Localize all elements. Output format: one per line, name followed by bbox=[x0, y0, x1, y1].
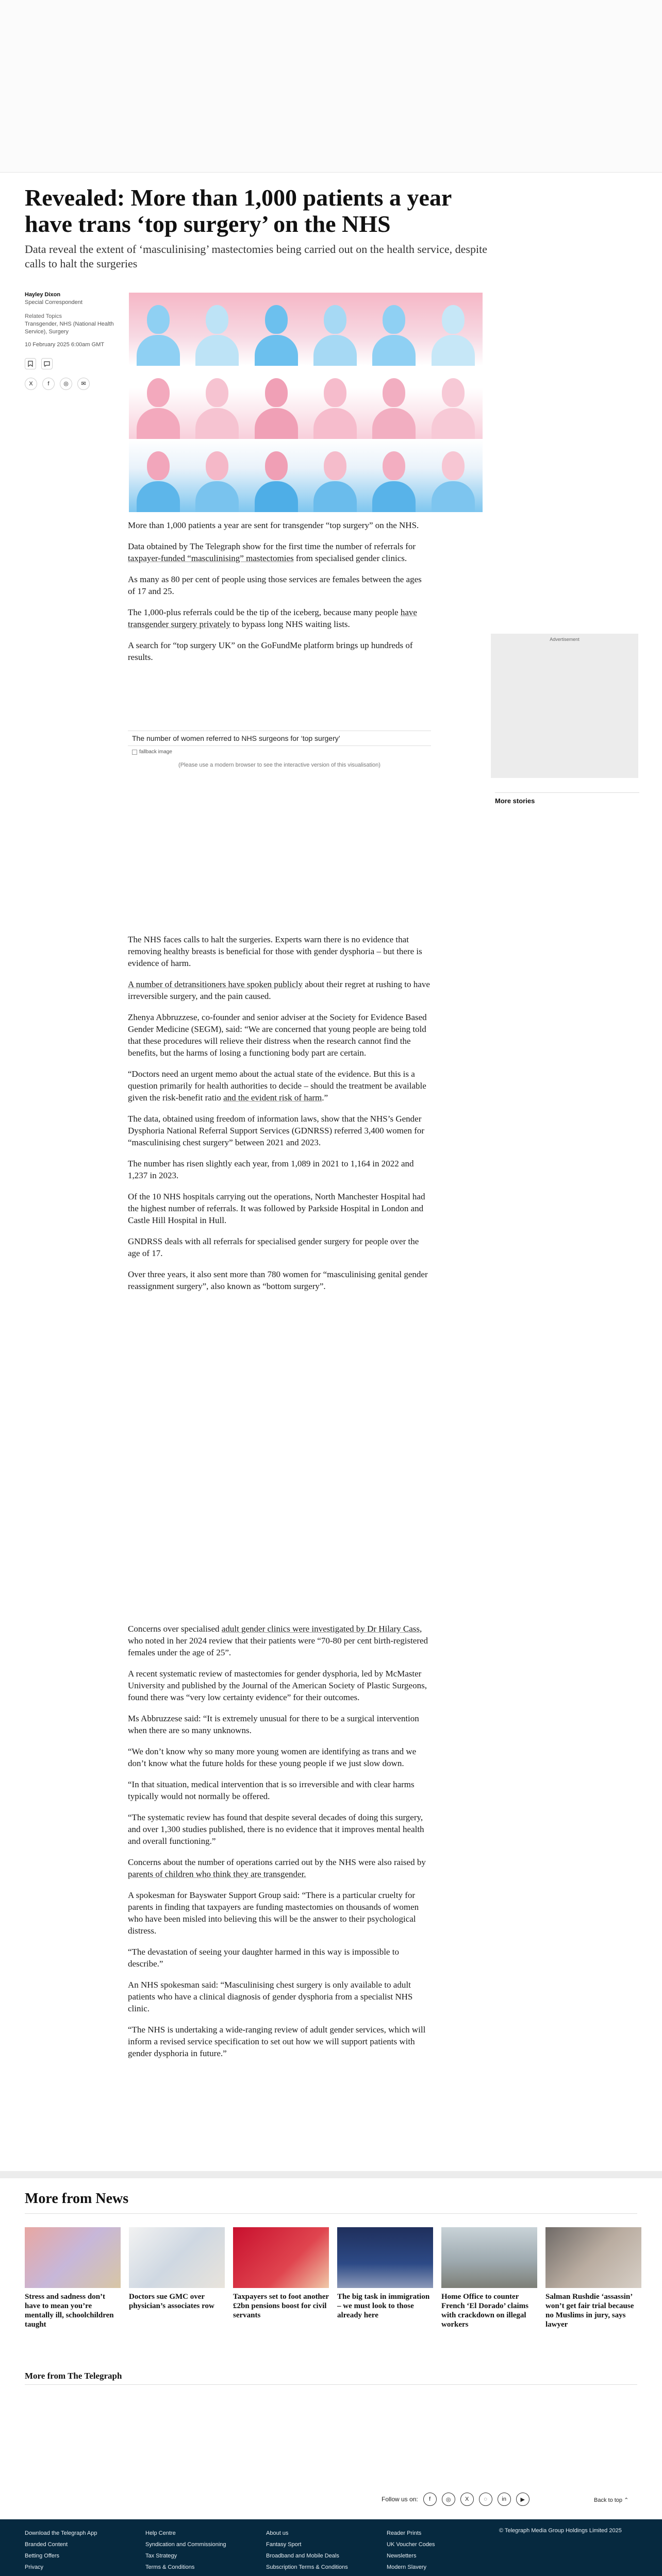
inline-link[interactable]: have transgender surgery privately bbox=[128, 607, 417, 629]
paragraph: The 1,000-plus referrals could be the tip of the iceberg, because many people have transgender surgery privately to bypass long NHS waiting lists. bbox=[128, 607, 417, 629]
section-divider bbox=[0, 2171, 662, 2178]
footer-column bbox=[266, 2528, 350, 2576]
share-x-icon[interactable]: X bbox=[25, 378, 37, 390]
snapchat-icon[interactable]: ◌ bbox=[479, 2493, 492, 2506]
footer-column bbox=[387, 2528, 435, 2573]
paragraph: The NHS faces calls to halt the surgeries. Experts warn there is no evidence that removing healthy breasts is beneficial for those with gender dysphoria – but there is evidence of harm. bbox=[128, 935, 422, 968]
news-card[interactable] bbox=[25, 2227, 121, 2329]
sidebar-advertisement[interactable] bbox=[491, 634, 638, 778]
card-image bbox=[129, 2227, 225, 2288]
publish-date: 10 February 2025 6:00am GMT bbox=[25, 342, 105, 348]
copyright-notice: © Telegraph Media Group Holdings Limited 2025 bbox=[499, 2528, 622, 2534]
paragraph: More than 1,000 patients a year are sent for transgender “top surgery” on the NHS. bbox=[128, 520, 419, 530]
paragraph: Concerns over specialised adult gender clinics were investigated by Dr Hilary Cass, who noted in her 2024 review that their patients were “70-80 per cent birth-registered females under the age of 25”. bbox=[128, 1624, 428, 1657]
footer-link[interactable]: Reader Prints bbox=[387, 2530, 422, 2536]
card-image bbox=[25, 2227, 121, 2288]
paragraph: Zhenya Abbruzzese, co-founder and senior adviser at the Society for Evidence Based Gender Medicine (SEGM), said: “We are concerned that young people are being told that these procedures will relieve their distress when the research cannot find the benefits, but the harms of losing a functioning body part are certain. bbox=[128, 1012, 427, 1058]
facebook-icon[interactable]: f bbox=[423, 2493, 437, 2506]
footer-link[interactable]: About us bbox=[266, 2530, 289, 2536]
data-visualisation-embed bbox=[128, 731, 431, 768]
footer-link[interactable]: Broadband and Mobile Deals bbox=[266, 2553, 339, 2559]
card-title[interactable]: Salman Rushdie ‘assassin’ won’t get fair trial because no Muslims in jury, says lawyer bbox=[545, 2293, 634, 2329]
related-topics-links[interactable]: Transgender, NHS (National Health Service), Surgery bbox=[25, 321, 114, 335]
embed-fallback-image: fallback image bbox=[128, 746, 431, 758]
footer-link[interactable] bbox=[266, 2573, 350, 2576]
news-card[interactable] bbox=[441, 2227, 537, 2329]
inline-link[interactable]: adult gender clinics were investigated by Dr Hilary Cass bbox=[221, 1624, 420, 1634]
paragraph: “The devastation of seeing your daughter harmed in this way is impossible to describe.” bbox=[128, 1947, 399, 1969]
news-card[interactable] bbox=[545, 2227, 641, 2329]
follow-us-label: Follow us on: bbox=[382, 2496, 418, 2503]
more-news-cards bbox=[25, 2227, 637, 2329]
comment-icon[interactable] bbox=[41, 358, 53, 369]
related-topics-label: Related Topics bbox=[25, 313, 62, 319]
card-image bbox=[233, 2227, 329, 2288]
broken-image-icon bbox=[132, 750, 137, 755]
paragraph: Concerns about the number of operations carried out by the NHS were also raised by parents of children who think they are transgender. bbox=[128, 1857, 426, 1879]
paragraph: “The NHS is undertaking a wide-ranging review of adult gender services, which will inform a revised service specification to set out how we will support patients with gender dysphoria in future.” bbox=[128, 2025, 426, 2058]
instagram-icon[interactable]: ◎ bbox=[442, 2493, 455, 2506]
inline-link[interactable]: A number of detransitioners have spoken publicly bbox=[128, 979, 303, 989]
footer-link[interactable]: Download the Telegraph App bbox=[25, 2530, 97, 2536]
youtube-icon[interactable]: ▶ bbox=[516, 2493, 529, 2506]
paragraph: Of the 10 NHS hospitals carrying out the operations, North Manchester Hospital had the highest number of referrals. It was followed by Parkside Hospital in London and Castle Hill Hospital in Hull. bbox=[128, 1192, 425, 1225]
more-from-telegraph-heading: More from The Telegraph bbox=[25, 2371, 122, 2381]
paragraph: GNDRSS deals with all referrals for specialised gender surgery for people over the age of 17. bbox=[128, 1236, 419, 1258]
share-email-icon[interactable]: ✉ bbox=[77, 378, 90, 390]
card-title[interactable]: Doctors sue GMC over physician’s associates row bbox=[129, 2293, 214, 2310]
bookmark-icon[interactable] bbox=[25, 358, 36, 369]
paragraph: Data obtained by The Telegraph show for the first time the number of referrals for taxpayer-funded “masculinising” mastectomies from specialised gender clinics. bbox=[128, 541, 416, 563]
linkedin-icon[interactable]: in bbox=[498, 2493, 511, 2506]
card-image bbox=[441, 2227, 537, 2288]
paragraph: The number has risen slightly each year, from 1,089 in 2021 to 1,164 in 2022 and 1,237 in 2023. bbox=[128, 1159, 414, 1180]
follow-us-bar bbox=[382, 2493, 529, 2506]
divider bbox=[25, 2384, 637, 2385]
footer-column bbox=[145, 2528, 226, 2576]
card-image bbox=[545, 2227, 641, 2288]
embed-browser-note: (Please use a modern browser to see the interactive version of this visualisation) bbox=[178, 762, 380, 768]
inline-link[interactable]: taxpayer-funded “masculinising” mastectomies bbox=[128, 553, 294, 563]
card-title[interactable]: Taxpayers set to foot another £2bn pensions boost for civil servants bbox=[233, 2293, 329, 2319]
footer-link[interactable]: Tax Strategy bbox=[145, 2553, 177, 2559]
footer-link[interactable]: Syndication and Commissioning bbox=[145, 2541, 226, 2548]
share-facebook-icon[interactable]: f bbox=[42, 378, 55, 390]
paragraph: “The systematic review has found that despite several decades of doing this surgery, and over 1,300 studies published, there is no evidence that it improves mental health and overall functioning.” bbox=[128, 1812, 424, 1846]
inline-link[interactable]: parents of children who think they are transgender. bbox=[128, 1869, 306, 1879]
back-to-top-link[interactable]: Back to top ⌃ bbox=[594, 2497, 629, 2503]
footer-link[interactable]: UK Voucher Codes bbox=[387, 2541, 435, 2548]
footer-link[interactable]: Modern Slavery bbox=[387, 2564, 427, 2570]
paragraph: “In that situation, medical intervention that is so irreversible and with clear harms typically would not normally be offered. bbox=[128, 1780, 415, 1801]
footer-link[interactable]: Subscription Terms & Conditions bbox=[266, 2564, 348, 2570]
top-advertisement-banner bbox=[0, 0, 662, 173]
article-body-part-3 bbox=[128, 1623, 431, 2069]
more-stories-heading: More stories bbox=[495, 792, 639, 805]
footer-column bbox=[25, 2528, 97, 2576]
paragraph: A search for “top surgery UK” on the GoFundMe platform brings up hundreds of results. bbox=[128, 640, 413, 662]
card-title[interactable]: The big task in immigration – we must look to those already here bbox=[337, 2293, 430, 2319]
news-card[interactable] bbox=[233, 2227, 329, 2329]
footer-link[interactable]: Help Centre bbox=[145, 2530, 176, 2536]
footer-link[interactable] bbox=[25, 2573, 97, 2576]
more-from-news-heading: More from News bbox=[25, 2191, 129, 2207]
paragraph: A recent systematic review of mastectomies for gender dysphoria, led by McMaster University and published by the Journal of the American Society of Plastic Surgeons, found there was “very low certainty evidence” for their outcomes. bbox=[128, 1669, 427, 1702]
footer-link[interactable] bbox=[145, 2573, 226, 2576]
paragraph: A spokesman for Bayswater Support Group said: “There is a particular cruelty for parents in finding that taxpayers are funding mastectomies on thousands of women who have been misled into believing this will be the answer to their psychological distress. bbox=[128, 1890, 419, 1936]
footer-link[interactable]: Fantasy Sport bbox=[266, 2541, 302, 2548]
card-title[interactable]: Home Office to counter French ‘El Dorado’ claims with crackdown on illegal workers bbox=[441, 2293, 529, 2329]
paragraph: “Doctors need an urgent memo about the actual state of the evidence. But this is a question primarily for health authorities to decide – should the treatment be available given the risk-benefit ratio and the evident risk of harm.” bbox=[128, 1069, 426, 1103]
byline bbox=[25, 291, 128, 390]
card-title[interactable]: Stress and sadness don’t have to mean you’re mentally ill, schoolchildren taught bbox=[25, 2293, 114, 2329]
article-headline: Revealed: More than 1,000 patients a year have trans ‘top surgery’ on the NHS bbox=[25, 184, 452, 237]
footer-link[interactable]: Privacy bbox=[25, 2564, 44, 2570]
card-image bbox=[337, 2227, 433, 2288]
x-icon[interactable]: X bbox=[460, 2493, 474, 2506]
paragraph: Ms Abbruzzese said: “It is extremely unusual for there to be a surgical intervention when there are so many unknowns. bbox=[128, 1714, 419, 1735]
footer-link[interactable]: Terms & Conditions bbox=[145, 2564, 195, 2570]
chevron-up-icon: ⌃ bbox=[624, 2497, 629, 2503]
paragraph: “We don’t know why so many more young women are identifying as trans and we don’t know what the future holds for these young people if we just slow down. bbox=[128, 1747, 417, 1768]
article-body-part-1 bbox=[128, 519, 431, 672]
divider bbox=[25, 2213, 637, 2214]
news-card[interactable] bbox=[337, 2227, 433, 2329]
news-card[interactable] bbox=[129, 2227, 225, 2329]
author-role: Special Correspondent bbox=[25, 299, 82, 306]
advertisement-label: Advertisement bbox=[550, 637, 580, 642]
paragraph: A number of detransitioners have spoken publicly about their regret at rushing to have irreversible surgery, and the pain caused. bbox=[128, 979, 430, 1001]
hero-illustration bbox=[129, 293, 483, 512]
article-standfirst: Data reveal the extent of ‘masculinising’ mastectomies being carried out on the health service, despite calls to halt the surgeries bbox=[25, 243, 487, 270]
paragraph: An NHS spokesman said: “Masculinising chest surgery is only available to adult patients who have a clinical diagnosis of gender dysphoria from a specialist NHS clinic. bbox=[128, 1980, 413, 2013]
footer-link[interactable]: Newsletters bbox=[387, 2553, 417, 2559]
footer-link[interactable]: Branded Content bbox=[25, 2541, 68, 2548]
inline-link[interactable]: and the evident risk of harm bbox=[223, 1093, 322, 1103]
site-footer bbox=[0, 2519, 662, 2576]
author-name[interactable]: Hayley Dixon bbox=[25, 292, 61, 298]
share-whatsapp-icon[interactable]: ◎ bbox=[60, 378, 72, 390]
paragraph: The data, obtained using freedom of information laws, show that the NHS’s Gender Dysphoria National Referral Support Services (GDNRSS) referred 3,400 women for “masculinising chest surgery” between 2021 and 2023. bbox=[128, 1114, 425, 1147]
footer-link[interactable]: Betting Offers bbox=[25, 2553, 60, 2559]
paragraph: Over three years, it also sent more than 780 women for “masculinising genital gender reassignment surgery”, also known as “bottom surgery”. bbox=[128, 1269, 428, 1291]
article-body-part-2 bbox=[128, 934, 431, 1301]
paragraph: As many as 80 per cent of people using those services are females between the ages of 17 and 25. bbox=[128, 574, 422, 596]
embed-title: The number of women referred to NHS surgeons for ‘top surgery’ bbox=[128, 731, 431, 746]
